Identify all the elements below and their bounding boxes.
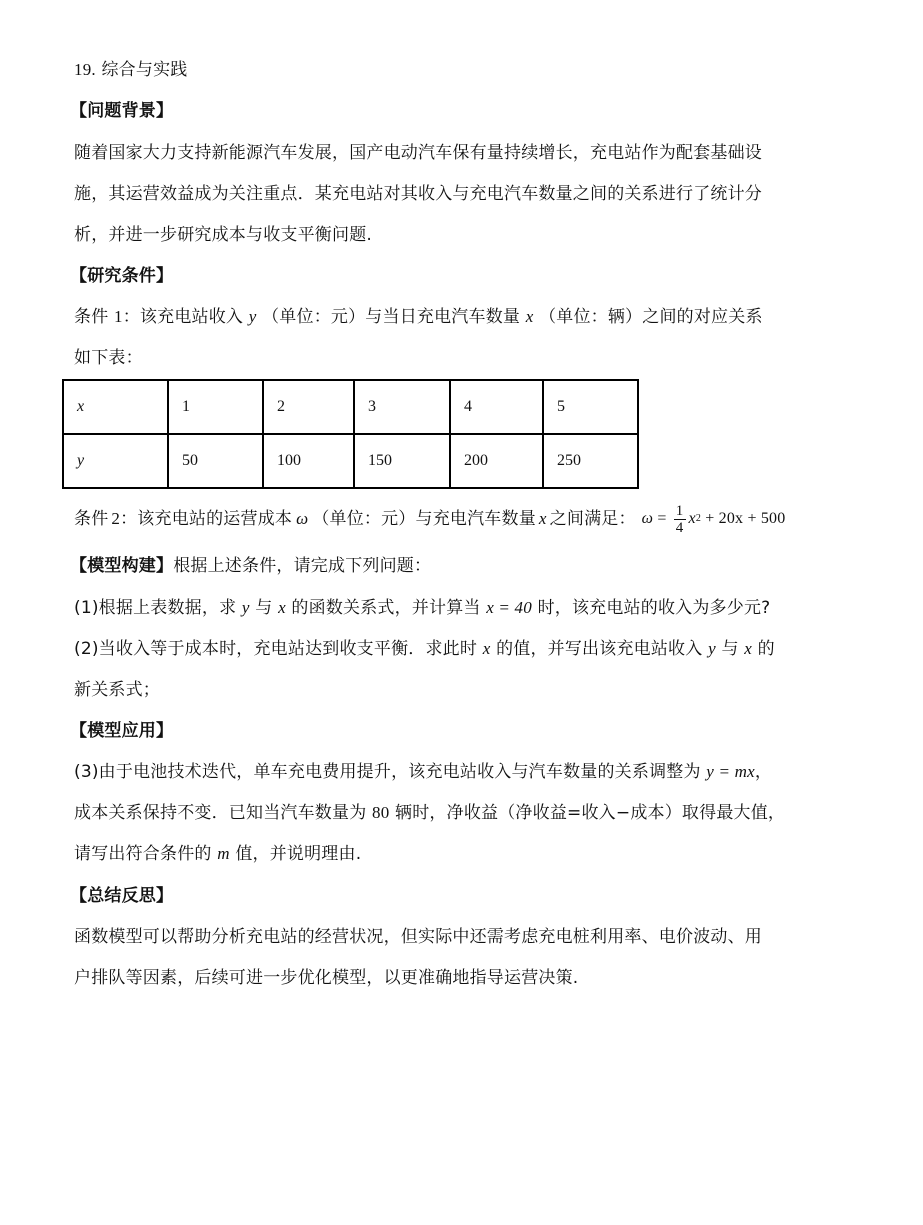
- table-cell: 4: [450, 380, 543, 434]
- background-line-1: 随着国家大力支持新能源汽车发展，国产电动汽车保有量持续增长，充电站作为配套基础设: [74, 143, 762, 163]
- table-row-y: [63, 434, 638, 488]
- problem-number: 19.: [74, 60, 96, 79]
- var-x: x: [744, 639, 752, 658]
- table-cell: 50: [168, 434, 263, 488]
- var-x: x: [278, 598, 286, 617]
- condition-2-prefix: 条件: [74, 509, 109, 529]
- condition-1-text-a: ：该充电站收入: [122, 307, 244, 327]
- question-3-line-1: [74, 760, 772, 784]
- condition-2-num: 2: [111, 509, 121, 528]
- model-build-line: [70, 554, 431, 578]
- formula-equals: =: [653, 510, 671, 527]
- var-y: y: [708, 639, 716, 658]
- model-apply-heading: 【模型应用】: [70, 721, 174, 741]
- var-x: x: [482, 639, 491, 658]
- q3-equation: y = mx: [706, 762, 755, 781]
- q3-line3-b: 值，并说明理由.: [235, 844, 362, 864]
- q2-text-a: (2)当收入等于成本时，充电站达到收支平衡．求此时: [74, 639, 478, 659]
- condition-1-prefix: 条件: [74, 307, 109, 327]
- var-y: y: [248, 307, 257, 326]
- q3-line2-b: 辆时，净收益（净收益=收入−成本）取得最大值，: [395, 803, 786, 823]
- var-x: x: [525, 307, 534, 326]
- q3-line3-a: 请写出符合条件的: [74, 844, 212, 864]
- question-2-line-2: 新关系式；: [74, 680, 160, 700]
- q1-equation: x = 40: [486, 598, 532, 617]
- fraction-numerator: 1: [675, 502, 684, 519]
- question-1: [74, 596, 770, 620]
- question-2-line-1: [74, 637, 775, 661]
- formula-x: x: [688, 510, 696, 527]
- problem-title-text: 综合与实践: [101, 60, 188, 80]
- q1-text-c: 的函数关系式，并计算当: [291, 598, 481, 618]
- model-build-intro: 根据上述条件，请完成下列问题：: [173, 556, 432, 576]
- condition-1-num: 1: [114, 307, 123, 326]
- table-cell: 3: [354, 380, 450, 434]
- q1-text-a: (1)根据上表数据，求: [74, 598, 237, 618]
- summary-line-1: 函数模型可以帮助分析充电站的经营状况，但实际中还需考虑充电桩利用率、电价波动、用: [74, 927, 762, 947]
- data-table: [62, 379, 639, 489]
- condition-1-line-1: [74, 305, 763, 329]
- summary-heading: 【总结反思】: [70, 886, 174, 906]
- question-3-line-3: [74, 842, 361, 866]
- q2-text-c: 与: [721, 639, 739, 659]
- var-m: m: [217, 844, 230, 863]
- cost-formula: [642, 503, 786, 536]
- q3-line2-a: 成本关系保持不变．已知当汽车数量为: [74, 803, 367, 823]
- q3-text-b: ，: [754, 762, 773, 782]
- background-line-3: 析，并进一步研究成本与收支平衡问题.: [74, 225, 373, 245]
- q2-text-b: 的值，并写出该充电站收入: [496, 639, 703, 659]
- var-omega: ω: [296, 509, 309, 528]
- fraction-denominator: 4: [675, 519, 684, 536]
- condition-2-text-c: 之间满足：: [549, 509, 636, 529]
- table-cell: y: [63, 434, 168, 488]
- q1-text-d: 时，该充电站的收入为多少元?: [537, 598, 771, 618]
- condition-2-line: [74, 502, 786, 536]
- table-cell: x: [63, 380, 168, 434]
- q3-line2-num: 80: [372, 803, 390, 822]
- var-y: y: [241, 598, 250, 617]
- table-cell: 200: [450, 434, 543, 488]
- q1-text-b: 与: [255, 598, 273, 618]
- formula-omega: ω: [641, 510, 654, 527]
- condition-1-text-c: （单位：辆）之间的对应关系: [539, 307, 763, 327]
- summary-line-2: 户排队等因素，后续可进一步优化模型，以更准确地指导运营决策.: [74, 968, 579, 988]
- table-cell: 100: [263, 434, 354, 488]
- table-cell: 150: [354, 434, 450, 488]
- table-row-x: [63, 380, 638, 434]
- background-heading: 【问题背景】: [70, 101, 174, 121]
- table-cell: 2: [263, 380, 354, 434]
- table-cell: 5: [543, 380, 638, 434]
- question-3-line-2: [74, 801, 785, 825]
- formula-exponent: 2: [695, 513, 702, 524]
- condition-2-text-a: ：该充电站的运营成本: [120, 509, 293, 529]
- table-cell: 1: [168, 380, 263, 434]
- background-line-2: 施，其运营效益成为关注重点．某充电站对其收入与充电汽车数量之间的关系进行了统计分: [74, 184, 762, 204]
- formula-fraction: [674, 503, 686, 536]
- conditions-heading: 【研究条件】: [70, 266, 174, 286]
- condition-1-text-b: （单位：元）与当日充电汽车数量: [262, 307, 521, 327]
- formula-rest: + 20x + 500: [701, 510, 786, 527]
- q2-text-d: 的: [757, 639, 775, 659]
- table-cell: 250: [543, 434, 638, 488]
- condition-1-line-2: 如下表：: [74, 348, 143, 368]
- model-build-heading: 【模型构建】: [70, 556, 174, 576]
- condition-2-text-b: （单位：元）与充电汽车数量: [312, 509, 536, 529]
- q3-text-a: (3)由于电池技术迭代，单车充电费用提升，该充电站收入与汽车数量的关系调整为: [74, 762, 701, 782]
- var-x: x: [538, 509, 547, 528]
- problem-title: [74, 58, 187, 82]
